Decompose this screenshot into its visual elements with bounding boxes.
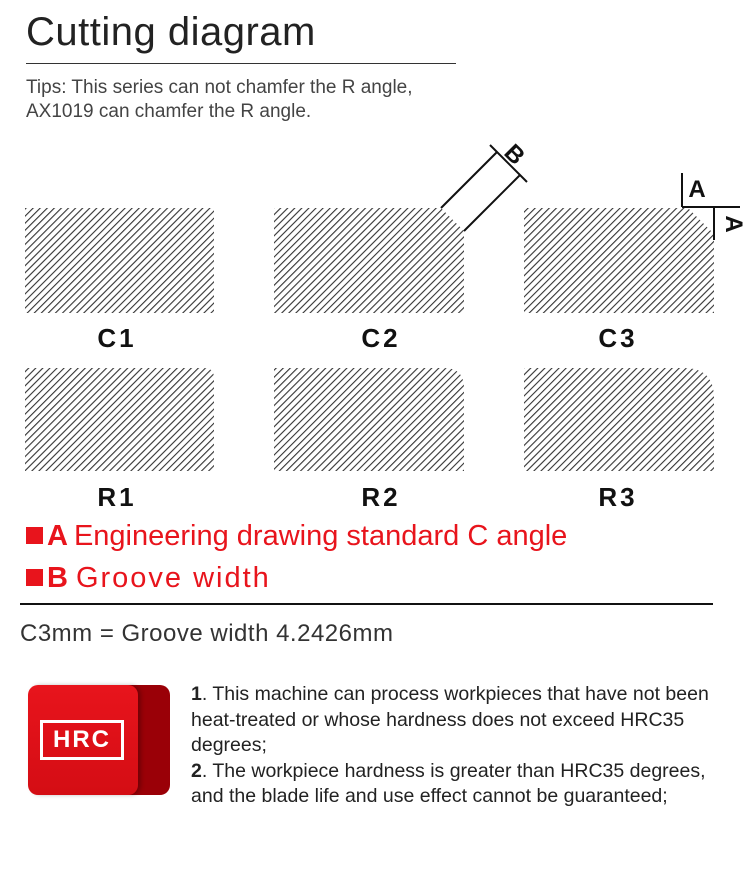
page-title: Cutting diagram (26, 10, 316, 54)
title-underline (26, 63, 456, 64)
note-2-number: 2 (191, 759, 202, 782)
shape-label-r1: R1 (97, 482, 137, 510)
legend-b-letter: B (47, 562, 70, 594)
conversion-formula: C3mm = Groove width 4.2426mm (20, 620, 394, 647)
shape-label-c1: C1 (97, 323, 137, 353)
shape-c2 (274, 208, 464, 313)
dimension-label-a-side: A (720, 215, 747, 233)
tips-text (26, 76, 413, 124)
tips-line-1: Tips: This series can not chamfer the R angle, (26, 77, 413, 98)
legend-a-letter: A (47, 520, 68, 552)
shape-label-c3: C3 (598, 323, 638, 353)
shape-c1 (25, 208, 214, 313)
shape-r1 (25, 368, 214, 471)
shape-label-r3: R3 (598, 482, 638, 510)
legend-b-text: Groove width (75, 562, 271, 594)
note-2-text: . The workpiece hardness is greater than HRC35 degrees, and the blade life and use effect cannot be guaranteed; (191, 759, 706, 807)
shape-c3 (524, 208, 714, 313)
note-1 (191, 682, 721, 759)
hrc-icon-front (28, 685, 138, 795)
legend-square-icon (26, 569, 43, 586)
hrc-icon-label: HRC (40, 720, 124, 760)
section-divider (20, 603, 713, 605)
dimension-label-a-top: A (688, 176, 706, 203)
note-2 (191, 759, 721, 810)
note-1-number: 1 (191, 683, 202, 705)
shape-r3 (524, 368, 714, 471)
legend-square-icon (26, 527, 43, 544)
shape-label-r2: R2 (361, 482, 401, 510)
shape-label-c2: C2 (361, 323, 401, 353)
shape-r2 (274, 368, 464, 471)
legend-a-text: Engineering drawing standard C angle (73, 520, 568, 552)
tips-line-2: AX1019 can chamfer the R angle. (26, 101, 312, 122)
legend-b (26, 562, 271, 595)
legend-a (26, 520, 567, 553)
hardness-notes (191, 682, 721, 810)
note-1-text: . This machine can process workpieces that have not been heat-treated or whose hardness does not exceed HRC35 degrees; (191, 683, 709, 756)
cutting-diagram (0, 130, 750, 510)
dimension-label-b: B (498, 139, 530, 171)
hrc-icon (28, 685, 178, 797)
